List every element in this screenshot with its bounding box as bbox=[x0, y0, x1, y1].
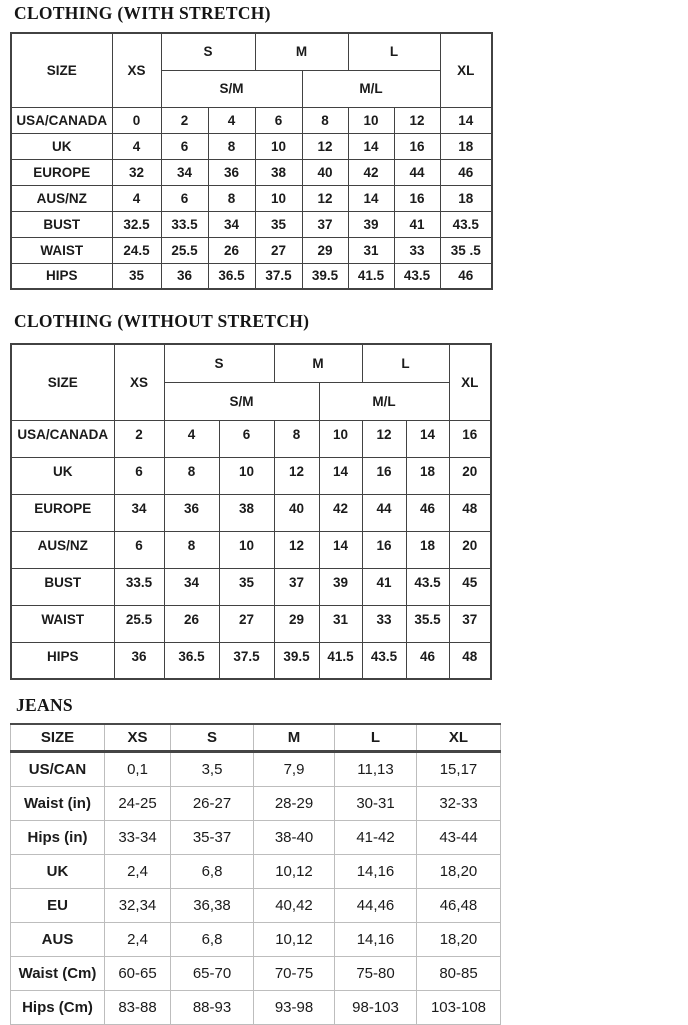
size-value: 3,5 bbox=[171, 752, 254, 787]
size-value: 8 bbox=[208, 133, 255, 159]
header-s: S bbox=[171, 724, 254, 752]
row-label: Hips (in) bbox=[11, 821, 105, 855]
header-sm: S/M bbox=[161, 70, 302, 107]
size-value: 33 bbox=[394, 237, 440, 263]
size-value: 48 bbox=[449, 494, 491, 531]
size-value: 24-25 bbox=[105, 787, 171, 821]
header-ml: M/L bbox=[319, 382, 449, 420]
size-value: 6,8 bbox=[171, 855, 254, 889]
size-value: 46 bbox=[406, 494, 449, 531]
size-value: 10 bbox=[255, 185, 302, 211]
header-l: L bbox=[335, 724, 417, 752]
row-label: Waist (in) bbox=[11, 787, 105, 821]
header-s: S bbox=[164, 344, 274, 382]
size-value: 7,9 bbox=[254, 752, 335, 787]
size-value: 26 bbox=[164, 605, 219, 642]
header-xs: XS bbox=[105, 724, 171, 752]
size-value: 16 bbox=[362, 457, 406, 494]
size-value: 32,34 bbox=[105, 889, 171, 923]
size-value: 6 bbox=[219, 420, 274, 457]
table-row bbox=[11, 185, 492, 211]
size-value: 26-27 bbox=[171, 787, 254, 821]
size-value: 10 bbox=[255, 133, 302, 159]
size-value: 4 bbox=[112, 185, 161, 211]
size-value: 36.5 bbox=[164, 642, 219, 679]
table-row bbox=[11, 237, 492, 263]
header-sm: S/M bbox=[164, 382, 319, 420]
size-value: 20 bbox=[449, 531, 491, 568]
size-value: 41.5 bbox=[319, 642, 362, 679]
size-value: 10 bbox=[219, 457, 274, 494]
size-value: 42 bbox=[348, 159, 394, 185]
table-row bbox=[11, 568, 491, 605]
section-title-with-stretch: CLOTHING (WITH STRETCH) bbox=[14, 3, 271, 23]
size-value: 43.5 bbox=[440, 211, 492, 237]
table-row bbox=[11, 33, 492, 70]
table-row bbox=[11, 263, 492, 289]
size-value: 60-65 bbox=[105, 957, 171, 991]
table-row bbox=[11, 605, 491, 642]
size-value: 36 bbox=[208, 159, 255, 185]
size-value: 18,20 bbox=[417, 855, 501, 889]
size-value: 46 bbox=[406, 642, 449, 679]
row-label: BUST bbox=[11, 568, 114, 605]
size-value: 12 bbox=[274, 457, 319, 494]
row-label: USA/CANADA bbox=[11, 420, 114, 457]
size-value: 10 bbox=[319, 420, 362, 457]
table-row bbox=[11, 957, 501, 991]
size-value: 6 bbox=[255, 107, 302, 133]
size-value: 8 bbox=[164, 457, 219, 494]
header-size: SIZE bbox=[11, 344, 114, 420]
size-value: 35 bbox=[112, 263, 161, 289]
section-title-jeans: JEANS bbox=[16, 695, 73, 715]
row-label: HIPS bbox=[11, 642, 114, 679]
size-value: 4 bbox=[112, 133, 161, 159]
size-value: 38-40 bbox=[254, 821, 335, 855]
header-s: S bbox=[161, 33, 255, 70]
table-row bbox=[11, 420, 491, 457]
size-value: 28-29 bbox=[254, 787, 335, 821]
row-label: Hips (Cm) bbox=[11, 991, 105, 1025]
size-value: 2 bbox=[161, 107, 208, 133]
size-value: 39 bbox=[348, 211, 394, 237]
size-value: 37.5 bbox=[255, 263, 302, 289]
header-xs: XS bbox=[114, 344, 164, 420]
size-value: 33.5 bbox=[161, 211, 208, 237]
header-l: L bbox=[348, 33, 440, 70]
table-row bbox=[11, 991, 501, 1025]
row-label: AUS/NZ bbox=[11, 185, 112, 211]
size-value: 10 bbox=[219, 531, 274, 568]
size-value: 48 bbox=[449, 642, 491, 679]
size-value: 29 bbox=[274, 605, 319, 642]
table-row bbox=[11, 787, 501, 821]
size-value: 0 bbox=[112, 107, 161, 133]
row-label: Waist (Cm) bbox=[11, 957, 105, 991]
size-value: 34 bbox=[161, 159, 208, 185]
header-xl: XL bbox=[417, 724, 501, 752]
size-value: 14,16 bbox=[335, 855, 417, 889]
size-value: 12 bbox=[362, 420, 406, 457]
size-value: 35 .5 bbox=[440, 237, 492, 263]
size-value: 12 bbox=[302, 133, 348, 159]
table-row bbox=[11, 752, 501, 787]
size-value: 18 bbox=[406, 531, 449, 568]
size-value: 14 bbox=[406, 420, 449, 457]
size-value: 43.5 bbox=[406, 568, 449, 605]
size-value: 98-103 bbox=[335, 991, 417, 1025]
header-xs: XS bbox=[112, 33, 161, 107]
size-value: 40 bbox=[274, 494, 319, 531]
size-value: 38 bbox=[255, 159, 302, 185]
size-value: 75-80 bbox=[335, 957, 417, 991]
size-value: 70-75 bbox=[254, 957, 335, 991]
size-value: 34 bbox=[114, 494, 164, 531]
size-value: 4 bbox=[208, 107, 255, 133]
size-value: 8 bbox=[208, 185, 255, 211]
size-value: 43-44 bbox=[417, 821, 501, 855]
size-value: 27 bbox=[219, 605, 274, 642]
size-value: 88-93 bbox=[171, 991, 254, 1025]
size-value: 31 bbox=[348, 237, 394, 263]
size-value: 14 bbox=[440, 107, 492, 133]
size-value: 25.5 bbox=[161, 237, 208, 263]
size-value: 39 bbox=[319, 568, 362, 605]
header-m: M bbox=[255, 33, 348, 70]
table-row bbox=[11, 923, 501, 957]
size-value: 34 bbox=[164, 568, 219, 605]
size-value: 26 bbox=[208, 237, 255, 263]
size-value: 10,12 bbox=[254, 923, 335, 957]
row-label: WAIST bbox=[11, 605, 114, 642]
size-value: 36 bbox=[114, 642, 164, 679]
size-value: 33-34 bbox=[105, 821, 171, 855]
size-value: 32.5 bbox=[112, 211, 161, 237]
size-value: 80-85 bbox=[417, 957, 501, 991]
section-title-without-stretch: CLOTHING (WITHOUT STRETCH) bbox=[14, 311, 310, 331]
size-value: 18 bbox=[440, 185, 492, 211]
size-value: 18 bbox=[440, 133, 492, 159]
size-value: 36 bbox=[164, 494, 219, 531]
size-value: 20 bbox=[449, 457, 491, 494]
table-row bbox=[11, 642, 491, 679]
size-value: 25.5 bbox=[114, 605, 164, 642]
size-value: 65-70 bbox=[171, 957, 254, 991]
size-value: 37 bbox=[302, 211, 348, 237]
size-value: 8 bbox=[302, 107, 348, 133]
size-value: 35 bbox=[255, 211, 302, 237]
clothing-without-stretch-table bbox=[10, 343, 492, 680]
size-value: 37 bbox=[449, 605, 491, 642]
table-row bbox=[11, 133, 492, 159]
size-value: 35-37 bbox=[171, 821, 254, 855]
row-label: BUST bbox=[11, 211, 112, 237]
size-value: 41 bbox=[394, 211, 440, 237]
size-value: 12 bbox=[394, 107, 440, 133]
jeans-table bbox=[10, 723, 501, 1025]
size-value: 44,46 bbox=[335, 889, 417, 923]
size-value: 6,8 bbox=[171, 923, 254, 957]
clothing-with-stretch-table bbox=[10, 32, 493, 290]
row-label: UK bbox=[11, 457, 114, 494]
size-value: 40 bbox=[302, 159, 348, 185]
size-value: 46 bbox=[440, 159, 492, 185]
size-value: 44 bbox=[394, 159, 440, 185]
row-label: UK bbox=[11, 855, 105, 889]
row-label: AUS bbox=[11, 923, 105, 957]
size-value: 46 bbox=[440, 263, 492, 289]
size-value: 14 bbox=[348, 133, 394, 159]
size-value: 37 bbox=[274, 568, 319, 605]
size-value: 14 bbox=[319, 531, 362, 568]
size-value: 8 bbox=[164, 531, 219, 568]
size-value: 83-88 bbox=[105, 991, 171, 1025]
size-value: 44 bbox=[362, 494, 406, 531]
size-value: 42 bbox=[319, 494, 362, 531]
row-label: US/CAN bbox=[11, 752, 105, 787]
size-value: 38 bbox=[219, 494, 274, 531]
row-label: HIPS bbox=[11, 263, 112, 289]
size-value: 14,16 bbox=[335, 923, 417, 957]
size-value: 30-31 bbox=[335, 787, 417, 821]
size-value: 33 bbox=[362, 605, 406, 642]
header-m: M bbox=[254, 724, 335, 752]
size-value: 18,20 bbox=[417, 923, 501, 957]
size-value: 31 bbox=[319, 605, 362, 642]
table-row bbox=[11, 855, 501, 889]
table-row bbox=[11, 494, 491, 531]
table-row bbox=[11, 889, 501, 923]
size-value: 32 bbox=[112, 159, 161, 185]
size-value: 6 bbox=[161, 133, 208, 159]
size-value: 32-33 bbox=[417, 787, 501, 821]
header-l: L bbox=[362, 344, 449, 382]
size-value: 39.5 bbox=[302, 263, 348, 289]
header-xl: XL bbox=[440, 33, 492, 107]
size-value: 40,42 bbox=[254, 889, 335, 923]
size-value: 12 bbox=[274, 531, 319, 568]
size-value: 35 bbox=[219, 568, 274, 605]
size-value: 36,38 bbox=[171, 889, 254, 923]
size-value: 36.5 bbox=[208, 263, 255, 289]
size-value: 15,17 bbox=[417, 752, 501, 787]
table-row bbox=[11, 531, 491, 568]
size-value: 43.5 bbox=[394, 263, 440, 289]
size-value: 27 bbox=[255, 237, 302, 263]
size-value: 4 bbox=[164, 420, 219, 457]
size-value: 35.5 bbox=[406, 605, 449, 642]
size-value: 2,4 bbox=[105, 855, 171, 889]
size-value: 16 bbox=[394, 133, 440, 159]
header-ml: M/L bbox=[302, 70, 440, 107]
size-value: 16 bbox=[449, 420, 491, 457]
row-label: EUROPE bbox=[11, 159, 112, 185]
size-value: 10 bbox=[348, 107, 394, 133]
size-value: 41-42 bbox=[335, 821, 417, 855]
size-value: 37.5 bbox=[219, 642, 274, 679]
size-value: 2 bbox=[114, 420, 164, 457]
table-row bbox=[11, 821, 501, 855]
header-size: SIZE bbox=[11, 724, 105, 752]
table-row bbox=[11, 211, 492, 237]
size-value: 34 bbox=[208, 211, 255, 237]
size-value: 33.5 bbox=[114, 568, 164, 605]
size-value: 45 bbox=[449, 568, 491, 605]
size-value: 103-108 bbox=[417, 991, 501, 1025]
size-value: 8 bbox=[274, 420, 319, 457]
size-value: 43.5 bbox=[362, 642, 406, 679]
size-value: 6 bbox=[114, 457, 164, 494]
table-row bbox=[11, 159, 492, 185]
size-value: 39.5 bbox=[274, 642, 319, 679]
table-row bbox=[11, 457, 491, 494]
table-row bbox=[11, 344, 491, 382]
size-value: 29 bbox=[302, 237, 348, 263]
header-m: M bbox=[274, 344, 362, 382]
size-value: 18 bbox=[406, 457, 449, 494]
size-value: 11,13 bbox=[335, 752, 417, 787]
size-value: 24.5 bbox=[112, 237, 161, 263]
row-label: EUROPE bbox=[11, 494, 114, 531]
size-value: 36 bbox=[161, 263, 208, 289]
size-value: 6 bbox=[161, 185, 208, 211]
size-value: 16 bbox=[362, 531, 406, 568]
row-label: EU bbox=[11, 889, 105, 923]
size-value: 0,1 bbox=[105, 752, 171, 787]
size-value: 10,12 bbox=[254, 855, 335, 889]
size-value: 14 bbox=[319, 457, 362, 494]
size-value: 41 bbox=[362, 568, 406, 605]
size-value: 93-98 bbox=[254, 991, 335, 1025]
header-size: SIZE bbox=[11, 33, 112, 107]
table-row bbox=[11, 724, 501, 752]
size-value: 16 bbox=[394, 185, 440, 211]
size-value: 6 bbox=[114, 531, 164, 568]
size-value: 14 bbox=[348, 185, 394, 211]
row-label: AUS/NZ bbox=[11, 531, 114, 568]
size-value: 46,48 bbox=[417, 889, 501, 923]
table-row bbox=[11, 107, 492, 133]
header-xl: XL bbox=[449, 344, 491, 420]
row-label: WAIST bbox=[11, 237, 112, 263]
row-label: USA/CANADA bbox=[11, 107, 112, 133]
size-value: 12 bbox=[302, 185, 348, 211]
row-label: UK bbox=[11, 133, 112, 159]
size-value: 41.5 bbox=[348, 263, 394, 289]
size-value: 2,4 bbox=[105, 923, 171, 957]
